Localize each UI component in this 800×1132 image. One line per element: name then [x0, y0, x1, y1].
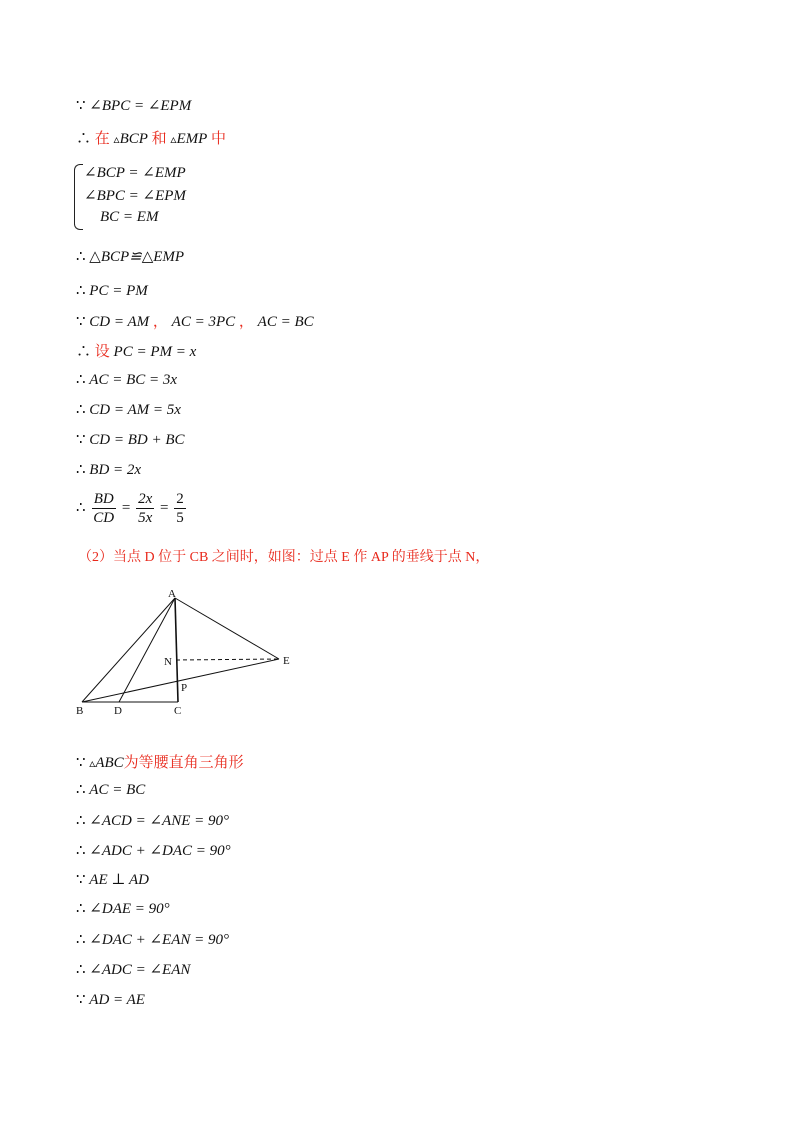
triangle-icon: ▵: [113, 132, 120, 146]
numerator: BD: [93, 491, 114, 507]
system-row: ∠BPC = ∠EPM: [84, 188, 186, 204]
proof-line: [76, 310, 314, 331]
denominator: 5x: [138, 510, 153, 526]
math-expression: PC = PM: [89, 283, 148, 299]
part2-heading: （2）当点 D 位于 CB 之间时，如图：过点 E 作 AP 的垂线于点 N，: [78, 550, 490, 565]
therefore-symbol: ∴: [76, 402, 86, 418]
therefore-symbol: ∴: [76, 344, 92, 360]
triangle-diagram: [70, 585, 310, 720]
fraction: [91, 490, 116, 527]
because-symbol: ∵: [76, 432, 86, 448]
therefore-symbol: ∴: [76, 843, 86, 859]
chinese-text: 中: [211, 131, 227, 147]
proof-line: [76, 281, 148, 300]
math-expression: AC = BC: [257, 314, 314, 330]
proof-line: [76, 899, 170, 918]
therefore-symbol: ∴: [76, 372, 86, 388]
therefore-symbol: ∴: [76, 462, 86, 478]
segment-ac: [175, 598, 178, 702]
segment-ab: [82, 598, 175, 702]
label-p: P: [181, 682, 188, 694]
label-a: A: [168, 588, 176, 600]
math-expression: ∠DAC + ∠EAN = 90°: [89, 932, 230, 948]
because-symbol: ∵: [76, 872, 86, 888]
math-expression: PC = PM = x: [113, 344, 197, 360]
denominator: 5: [176, 510, 184, 526]
equals-sign: =: [121, 499, 131, 516]
therefore-symbol: ∴: [76, 249, 86, 265]
separator: ，: [238, 314, 254, 330]
label-e: E: [283, 655, 290, 667]
proof-line: [76, 96, 191, 115]
segment-ae: [175, 598, 279, 659]
chinese-text: 设: [94, 344, 110, 360]
triangle-icon: ▵: [170, 132, 177, 146]
chinese-text: 和: [151, 131, 167, 147]
separator: ，: [152, 314, 168, 330]
proof-line: [76, 990, 145, 1009]
math-expression: ∠BPC = ∠EPM: [89, 98, 192, 114]
numerator: 2x: [138, 491, 153, 507]
therefore-symbol: ∴: [76, 782, 86, 798]
proof-line: [76, 930, 229, 949]
math-expression: AE ⊥ AD: [89, 872, 149, 888]
segment-ad: [119, 598, 175, 702]
proof-line: [76, 870, 149, 889]
proof-line: [76, 400, 181, 419]
fraction-line: [76, 490, 188, 527]
math-expression: AC = BC = 3x: [89, 372, 178, 388]
label-c: C: [174, 705, 182, 717]
equals-sign: =: [160, 499, 169, 516]
system-row: ∠BCP = ∠EMP: [84, 165, 186, 181]
proof-line: [76, 841, 231, 860]
proof-line: [76, 751, 244, 772]
label-d: D: [114, 705, 122, 717]
fraction: [174, 490, 186, 527]
math-expression: △BCP≌△EMP: [89, 249, 185, 265]
therefore-symbol: ∴: [76, 283, 86, 299]
system-row: BC = EM: [100, 209, 159, 225]
label-b: B: [76, 705, 84, 717]
proof-line: [76, 960, 190, 979]
math-expression: CD = BD + BC: [89, 432, 185, 448]
math-expression: CD = AM = 5x: [89, 402, 181, 418]
math-expression: AC = 3PC: [171, 314, 236, 330]
numerator: 2: [176, 491, 184, 507]
fraction: [136, 490, 154, 527]
triangle-icon: ▵: [89, 756, 96, 770]
therefore-symbol: ∴: [76, 932, 86, 948]
math-expression: ∠DAE = 90°: [89, 901, 170, 917]
therefore-symbol: ∴: [76, 813, 86, 829]
because-symbol: ∵: [76, 314, 86, 330]
triangle-name: BCP: [119, 131, 148, 147]
proof-line: [76, 247, 184, 266]
proof-line: [76, 780, 145, 799]
equation-system: [72, 162, 252, 232]
math-expression: BD = 2x: [89, 462, 142, 478]
therefore-symbol: ∴: [76, 962, 86, 978]
math-expression: AC = BC: [89, 782, 146, 798]
geometry-figure: [70, 585, 310, 725]
therefore-symbol: ∴: [76, 131, 92, 147]
triangle-name: EMP: [176, 131, 208, 147]
chinese-text: 在: [94, 131, 110, 147]
math-expression: ∠ADC + ∠DAC = 90°: [89, 843, 231, 859]
proof-line: [76, 460, 141, 479]
proof-line: [76, 127, 226, 148]
triangle-name: ABC: [95, 755, 124, 771]
math-expression: ∠ADC = ∠EAN: [89, 962, 191, 978]
proof-line: [76, 430, 185, 449]
because-symbol: ∵: [76, 98, 86, 114]
because-symbol: ∵: [76, 755, 86, 771]
left-brace: [74, 164, 83, 230]
math-expression: ∠ACD = ∠ANE = 90°: [89, 813, 230, 829]
label-n: N: [164, 656, 172, 668]
chinese-text: 为等腰直角三角形: [123, 755, 244, 771]
denominator: CD: [93, 510, 115, 526]
math-expression: CD = AM: [89, 314, 150, 330]
segment-be: [82, 659, 279, 702]
segment-ne-dashed: [176, 659, 279, 660]
proof-line: [76, 340, 196, 361]
therefore-symbol: ∴: [76, 901, 86, 917]
proof-line: [76, 811, 229, 830]
proof-line: [76, 370, 177, 389]
because-symbol: ∵: [76, 992, 86, 1008]
math-expression: AD = AE: [89, 992, 145, 1008]
therefore-symbol: ∴: [76, 499, 86, 516]
